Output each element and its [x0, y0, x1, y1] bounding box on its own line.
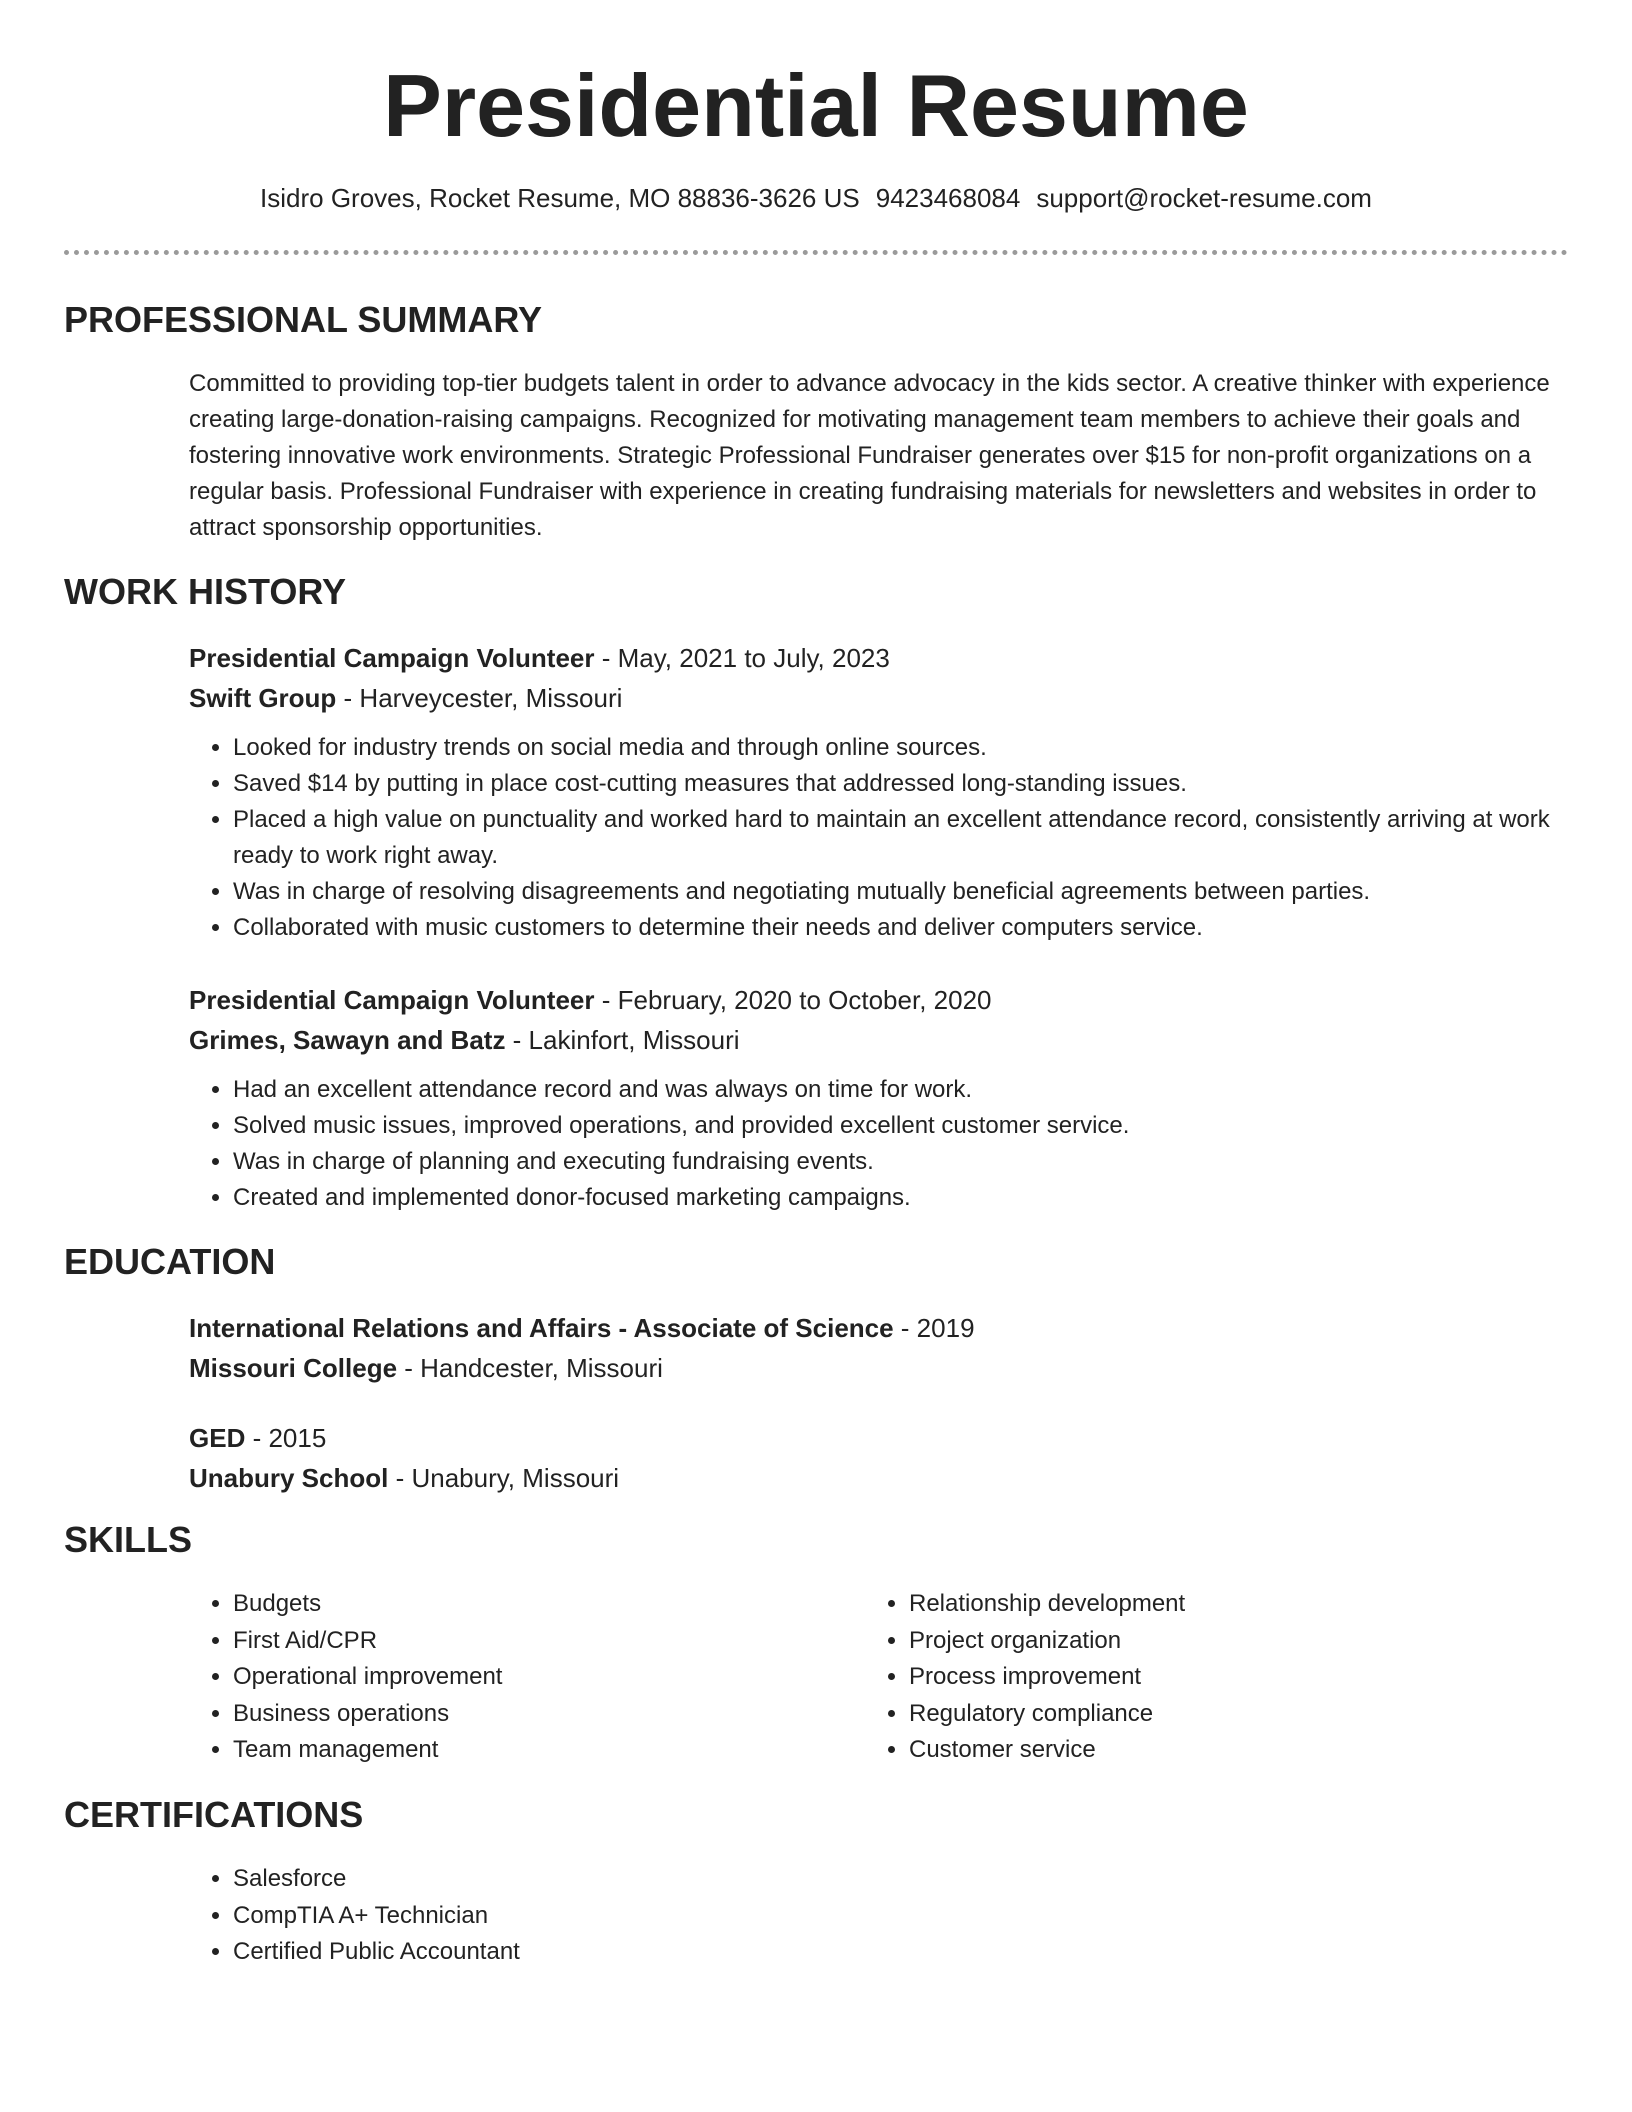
job-2-bullet: • Had an excellent attendance record and was always on time for work. — [233, 1072, 1613, 1108]
contact-phone: 9423468084 — [875, 183, 1021, 213]
job-1-bullet: • Saved $14 by putting in place cost-cutting measures that addressed long-standing issues. — [233, 766, 1613, 802]
job-1-bullet: • Collaborated with music customers to determine their needs and deliver computers service. — [233, 910, 1613, 946]
job-2-dates: - February, 2020 to October, 2020 — [594, 985, 992, 1015]
skills-list-left — [189, 1586, 833, 1769]
certification-item: • CompTIA A+ Technician — [233, 1898, 833, 1935]
skill-item: • Business operations — [233, 1696, 833, 1733]
job-2-company: Grimes, Sawayn and Batz — [189, 1025, 506, 1055]
job-2-bullet: • Created and implemented donor-focused marketing campaigns. — [233, 1180, 1613, 1216]
education-2 — [189, 1418, 1569, 1498]
job-2-header — [189, 980, 1569, 1060]
education-1-degree: International Relations and Affairs - Associate of Science — [189, 1313, 894, 1343]
skill-item: • Process improvement — [909, 1659, 1509, 1696]
skill-item: • Regulatory compliance — [909, 1696, 1509, 1733]
education-1 — [189, 1308, 1569, 1388]
skills-list-right — [865, 1586, 1509, 1769]
job-1-header — [189, 638, 1569, 718]
work-history-heading: WORK HISTORY — [64, 571, 347, 612]
education-1-location: - Handcester, Missouri — [397, 1353, 663, 1383]
job-1-bullet: • Placed a high value on punctuality and worked hard to maintain an excellent attendance record, consistently arriving at work ready to work right away. — [233, 802, 1613, 874]
education-1-year: - 2019 — [893, 1313, 975, 1343]
contact-email: support@rocket-resume.com — [1036, 183, 1372, 213]
job-1-dates: - May, 2021 to July, 2023 — [594, 643, 890, 673]
skill-item: • Relationship development — [909, 1586, 1509, 1623]
education-2-location: - Unabury, Missouri — [388, 1463, 620, 1493]
education-2-year: - 2015 — [245, 1423, 327, 1453]
skill-item: • Customer service — [909, 1732, 1509, 1769]
summary-text: Committed to providing top-tier budgets talent in order to advance advocacy in the kids sector. A creative thinker with experience creating large-donation-raising campaigns. Recognized for motivating management team members to achieve their goals and fostering innovative work environments. Strategic Professional Fundraiser generates over $15 for non-profit organizations on a regular basis. Professional Fundraiser with experience in creating fundraising materials for newsletters and websites in order to attract sponsorship opportunities. — [189, 370, 1550, 541]
resume-title: Presidential Resume — [383, 56, 1249, 155]
certification-item: • Salesforce — [233, 1861, 833, 1898]
job-2-bullet: • Solved music issues, improved operations, and provided excellent customer service. — [233, 1108, 1613, 1144]
job-1-company: Swift Group — [189, 683, 337, 713]
skill-item: • Team management — [233, 1732, 833, 1769]
skill-item: • Project organization — [909, 1623, 1509, 1660]
education-2-degree: GED — [189, 1423, 246, 1453]
education-1-school: Missouri College — [189, 1353, 398, 1383]
skill-item: • Budgets — [233, 1586, 833, 1623]
job-1-bullet: • Looked for industry trends on social media and through online sources. — [233, 730, 1613, 766]
job-2-bullet: • Was in charge of planning and executing fundraising events. — [233, 1144, 1613, 1180]
header-divider — [64, 250, 1568, 255]
job-1-bullet: • Was in charge of resolving disagreements and negotiating mutually beneficial agreements between parties. — [233, 874, 1613, 910]
summary-heading: PROFESSIONAL SUMMARY — [64, 299, 543, 340]
job-2-bullets — [189, 1072, 1613, 1216]
job-2-title: Presidential Campaign Volunteer — [189, 985, 595, 1015]
contact-line — [0, 180, 1632, 216]
certifications-list — [189, 1861, 833, 1971]
contact-address: Isidro Groves, Rocket Resume, MO 88836-3626 US — [260, 183, 860, 213]
job-1-title: Presidential Campaign Volunteer — [189, 643, 595, 673]
certification-item: • Certified Public Accountant — [233, 1934, 833, 1971]
skill-item: • Operational improvement — [233, 1659, 833, 1696]
certifications-heading: CERTIFICATIONS — [64, 1794, 364, 1835]
job-1-location: - Harveycester, Missouri — [336, 683, 623, 713]
education-2-school: Unabury School — [189, 1463, 389, 1493]
skills-heading: SKILLS — [64, 1519, 193, 1560]
job-1-bullets — [189, 730, 1613, 946]
education-heading: EDUCATION — [64, 1241, 276, 1282]
skill-item: • First Aid/CPR — [233, 1623, 833, 1660]
job-2-location: - Lakinfort, Missouri — [505, 1025, 740, 1055]
